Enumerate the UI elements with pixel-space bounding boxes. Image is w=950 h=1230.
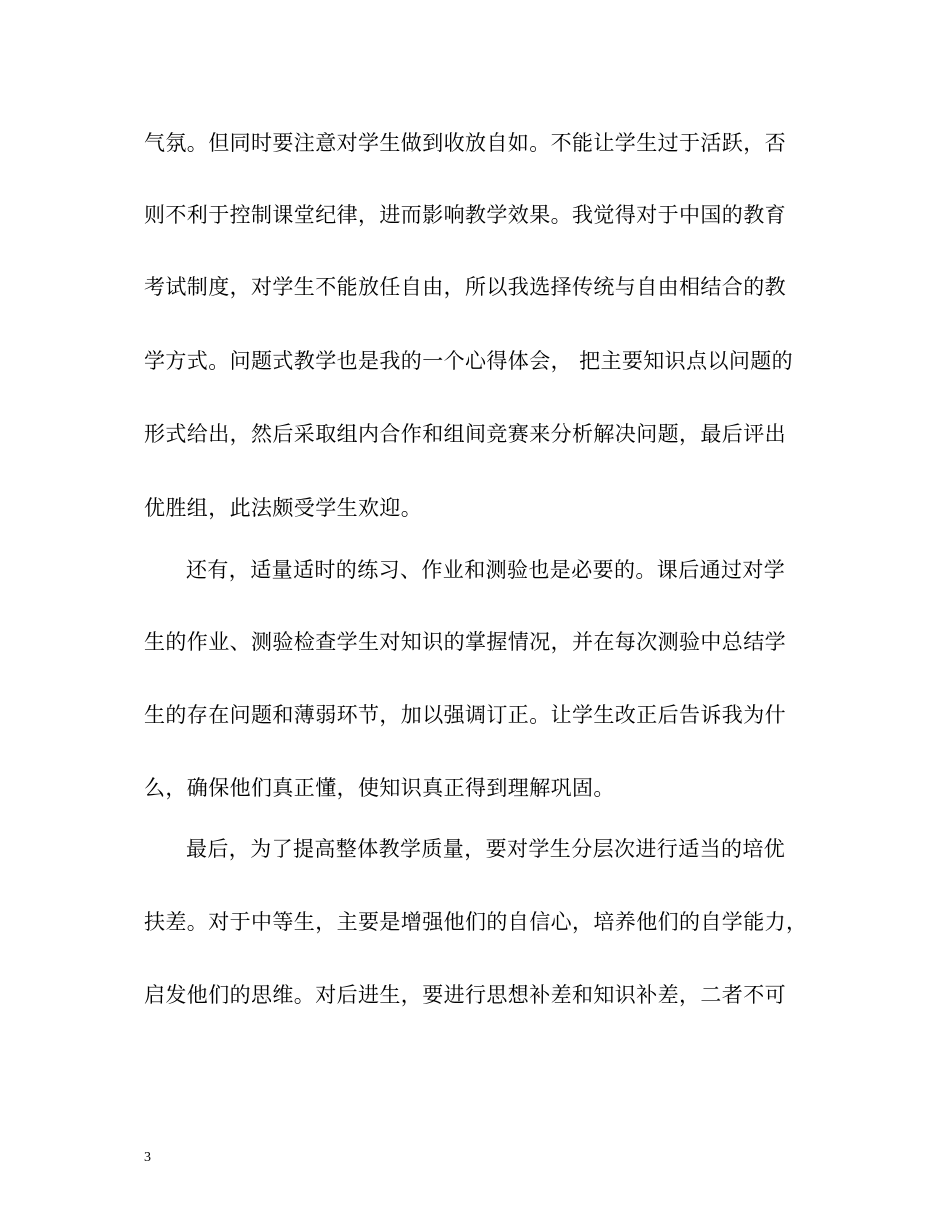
text-line: 形式给出，然后采取组内合作和组间竞赛来分析解决问题，最后评出 [144, 422, 786, 446]
text-line: 生的存在问题和薄弱环节，加以强调订正。让学生改正后告诉我为什 [144, 703, 786, 727]
text-line: 启发他们的思维。对后进生，要进行思想补差和知识补差，二者不可 [144, 983, 786, 1007]
paragraph-first-line: 最后，为了提高整体教学质量，要对学生分层次进行适当的培优 [186, 837, 786, 861]
text-line: 生的作业、测验检查学生对知识的掌握情况，并在每次测验中总结学 [144, 630, 786, 654]
paragraph-first-line: 还有，适量适时的练习、作业和测验也是必要的。课后通过对学 [186, 558, 786, 582]
text-line: 扶差。对于中等生，主要是增强他们的自信心，培养他们的自学能力， [144, 910, 808, 934]
text-line: 优胜组，此法颇受学生欢迎。 [144, 496, 423, 520]
text-line: 则不利于控制课堂纪律，进而影响教学效果。我觉得对于中国的教育 [144, 203, 786, 227]
text-line: 么，确保他们真正懂，使知识真正得到理解巩固。 [144, 776, 615, 800]
text-line: 考试制度，对学生不能放任自由，所以我选择传统与自由相结合的教 [144, 275, 786, 299]
text-line: 学方式。问题式教学也是我的一个心得体会， 把主要知识点以问题的 [144, 349, 794, 373]
page-number: 3 [144, 1150, 151, 1165]
text-line: 气氛。但同时要注意对学生做到收放自如。不能让学生过于活跃，否 [144, 131, 786, 155]
